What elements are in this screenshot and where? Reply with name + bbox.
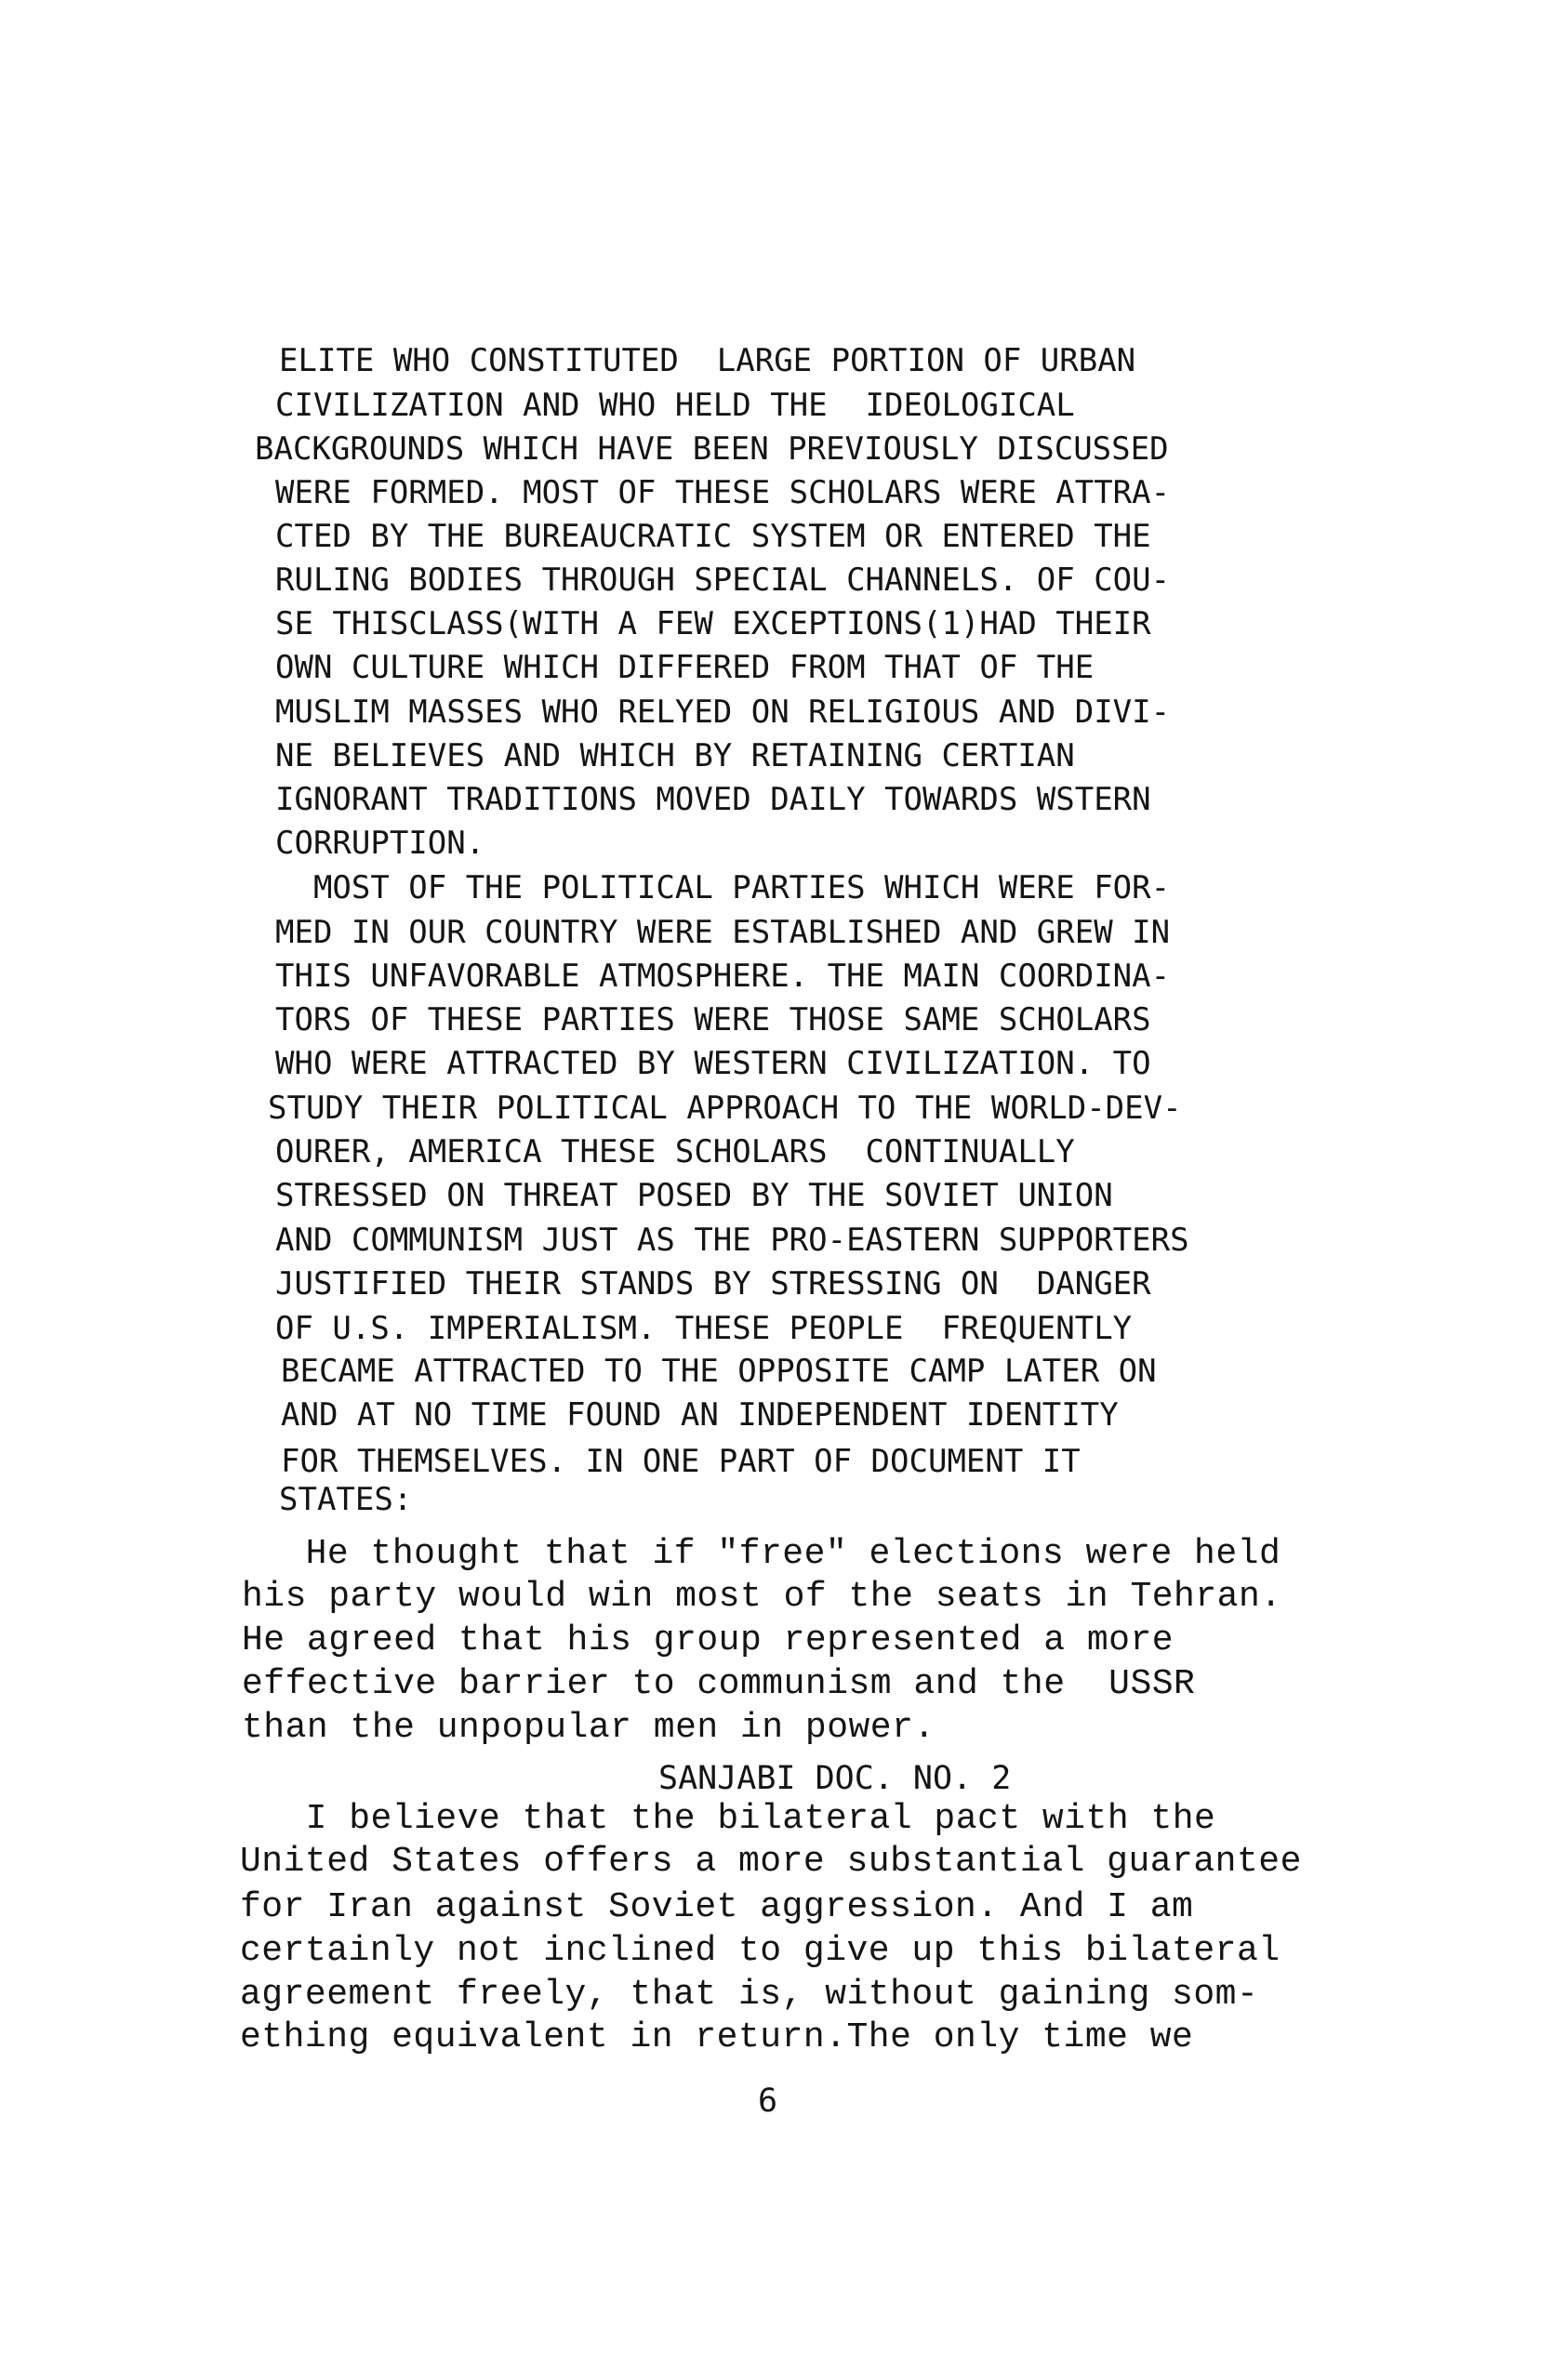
text-line: STUDY THEIR POLITICAL APPROACH TO THE WORLD-DEV-: [268, 1090, 1182, 1127]
quote-line: I believe that the bilateral pact with the: [262, 1799, 1216, 1839]
text-line: MED IN OUR COUNTRY WERE ESTABLISHED AND GREW IN: [275, 914, 1171, 951]
text-line: OWN CULTURE WHICH DIFFERED FROM THAT OF THE: [275, 649, 1095, 686]
text-line: SE THISCLASS(WITH A FEW EXCEPTIONS(1)HAD THEIR: [275, 605, 1151, 642]
text-line: OF U.S. IMPERIALISM. THESE PEOPLE FREQUENTLY: [275, 1310, 1133, 1347]
quote-line: his party would win most of the seats in Tehran.: [242, 1577, 1282, 1617]
text-line: STRESSED ON THREAT POSED BY THE SOVIET UNION: [275, 1177, 1113, 1214]
text-line: CIVILIZATION AND WHO HELD THE IDEOLOGICAL: [275, 387, 1075, 424]
text-line: WHO WERE ATTRACTED BY WESTERN CIVILIZATION. TO: [275, 1045, 1151, 1082]
page-number: 6: [758, 2082, 778, 2120]
text-line: ELITE WHO CONSTITUTED LARGE PORTION OF URBAN: [279, 342, 1136, 379]
quote-line: He thought that if "free" elections were held: [262, 1534, 1281, 1574]
quote-line: ething equivalent in return.The only time we: [240, 2017, 1194, 2057]
text-line: IGNORANT TRADITIONS MOVED DAILY TOWARDS WSTERN: [275, 781, 1151, 818]
quote-line: certainly not inclined to give up this bilateral: [240, 1931, 1281, 1971]
text-line: OURER, AMERICA THESE SCHOLARS CONTINUALLY: [275, 1133, 1075, 1170]
text-line: STATES:: [279, 1481, 413, 1518]
text-line: JUSTIFIED THEIR STANDS BY STRESSING ON DANGER: [275, 1265, 1151, 1302]
quote-line: agreement freely, that is, without gaining som-: [240, 1975, 1259, 2015]
text-line: BECAME ATTRACTED TO THE OPPOSITE CAMP LATER ON: [281, 1353, 1157, 1390]
text-line: AND COMMUNISM JUST AS THE PRO-EASTERN SUPPORTERS: [275, 1222, 1189, 1259]
text-line: AND AT NO TIME FOUND AN INDEPENDENT IDENTITY: [281, 1396, 1119, 1434]
text-line: THIS UNFAVORABLE ATMOSPHERE. THE MAIN COORDINA-: [275, 958, 1171, 995]
quote-line: effective barrier to communism and the USSR: [242, 1664, 1196, 1704]
text-line: MOST OF THE POLITICAL PARTIES WHICH WERE FOR-: [275, 869, 1171, 906]
quote-line: He agreed that his group represented a more: [242, 1620, 1174, 1660]
quote-line: United States offers a more substantial guarantee: [240, 1842, 1302, 1882]
quote-source: SANJABI DOC. NO. 2: [658, 1760, 1012, 1797]
text-line: MUSLIM MASSES WHO RELYED ON RELIGIOUS AND DIVI-: [275, 694, 1171, 731]
text-line: RULING BODIES THROUGH SPECIAL CHANNELS. OF COU-: [275, 562, 1171, 599]
quote-line: for Iran against Soviet aggression. And I am: [240, 1887, 1194, 1927]
text-line: TORS OF THESE PARTIES WERE THOSE SAME SCHOLARS: [275, 1001, 1151, 1038]
quote-line: than the unpopular men in power.: [242, 1708, 936, 1748]
text-line: CTED BY THE BUREAUCRATIC SYSTEM OR ENTERED THE: [275, 518, 1151, 555]
text-line: NE BELIEVES AND WHICH BY RETAINING CERTIAN: [275, 737, 1075, 774]
text-line: BACKGROUNDS WHICH HAVE BEEN PREVIOUSLY DISCUSSED: [255, 430, 1169, 468]
text-line: CORRUPTION.: [275, 825, 485, 862]
text-line: WERE FORMED. MOST OF THESE SCHOLARS WERE ATTRA-: [275, 474, 1171, 511]
text-line: FOR THEMSELVES. IN ONE PART OF DOCUMENT IT: [281, 1443, 1081, 1480]
